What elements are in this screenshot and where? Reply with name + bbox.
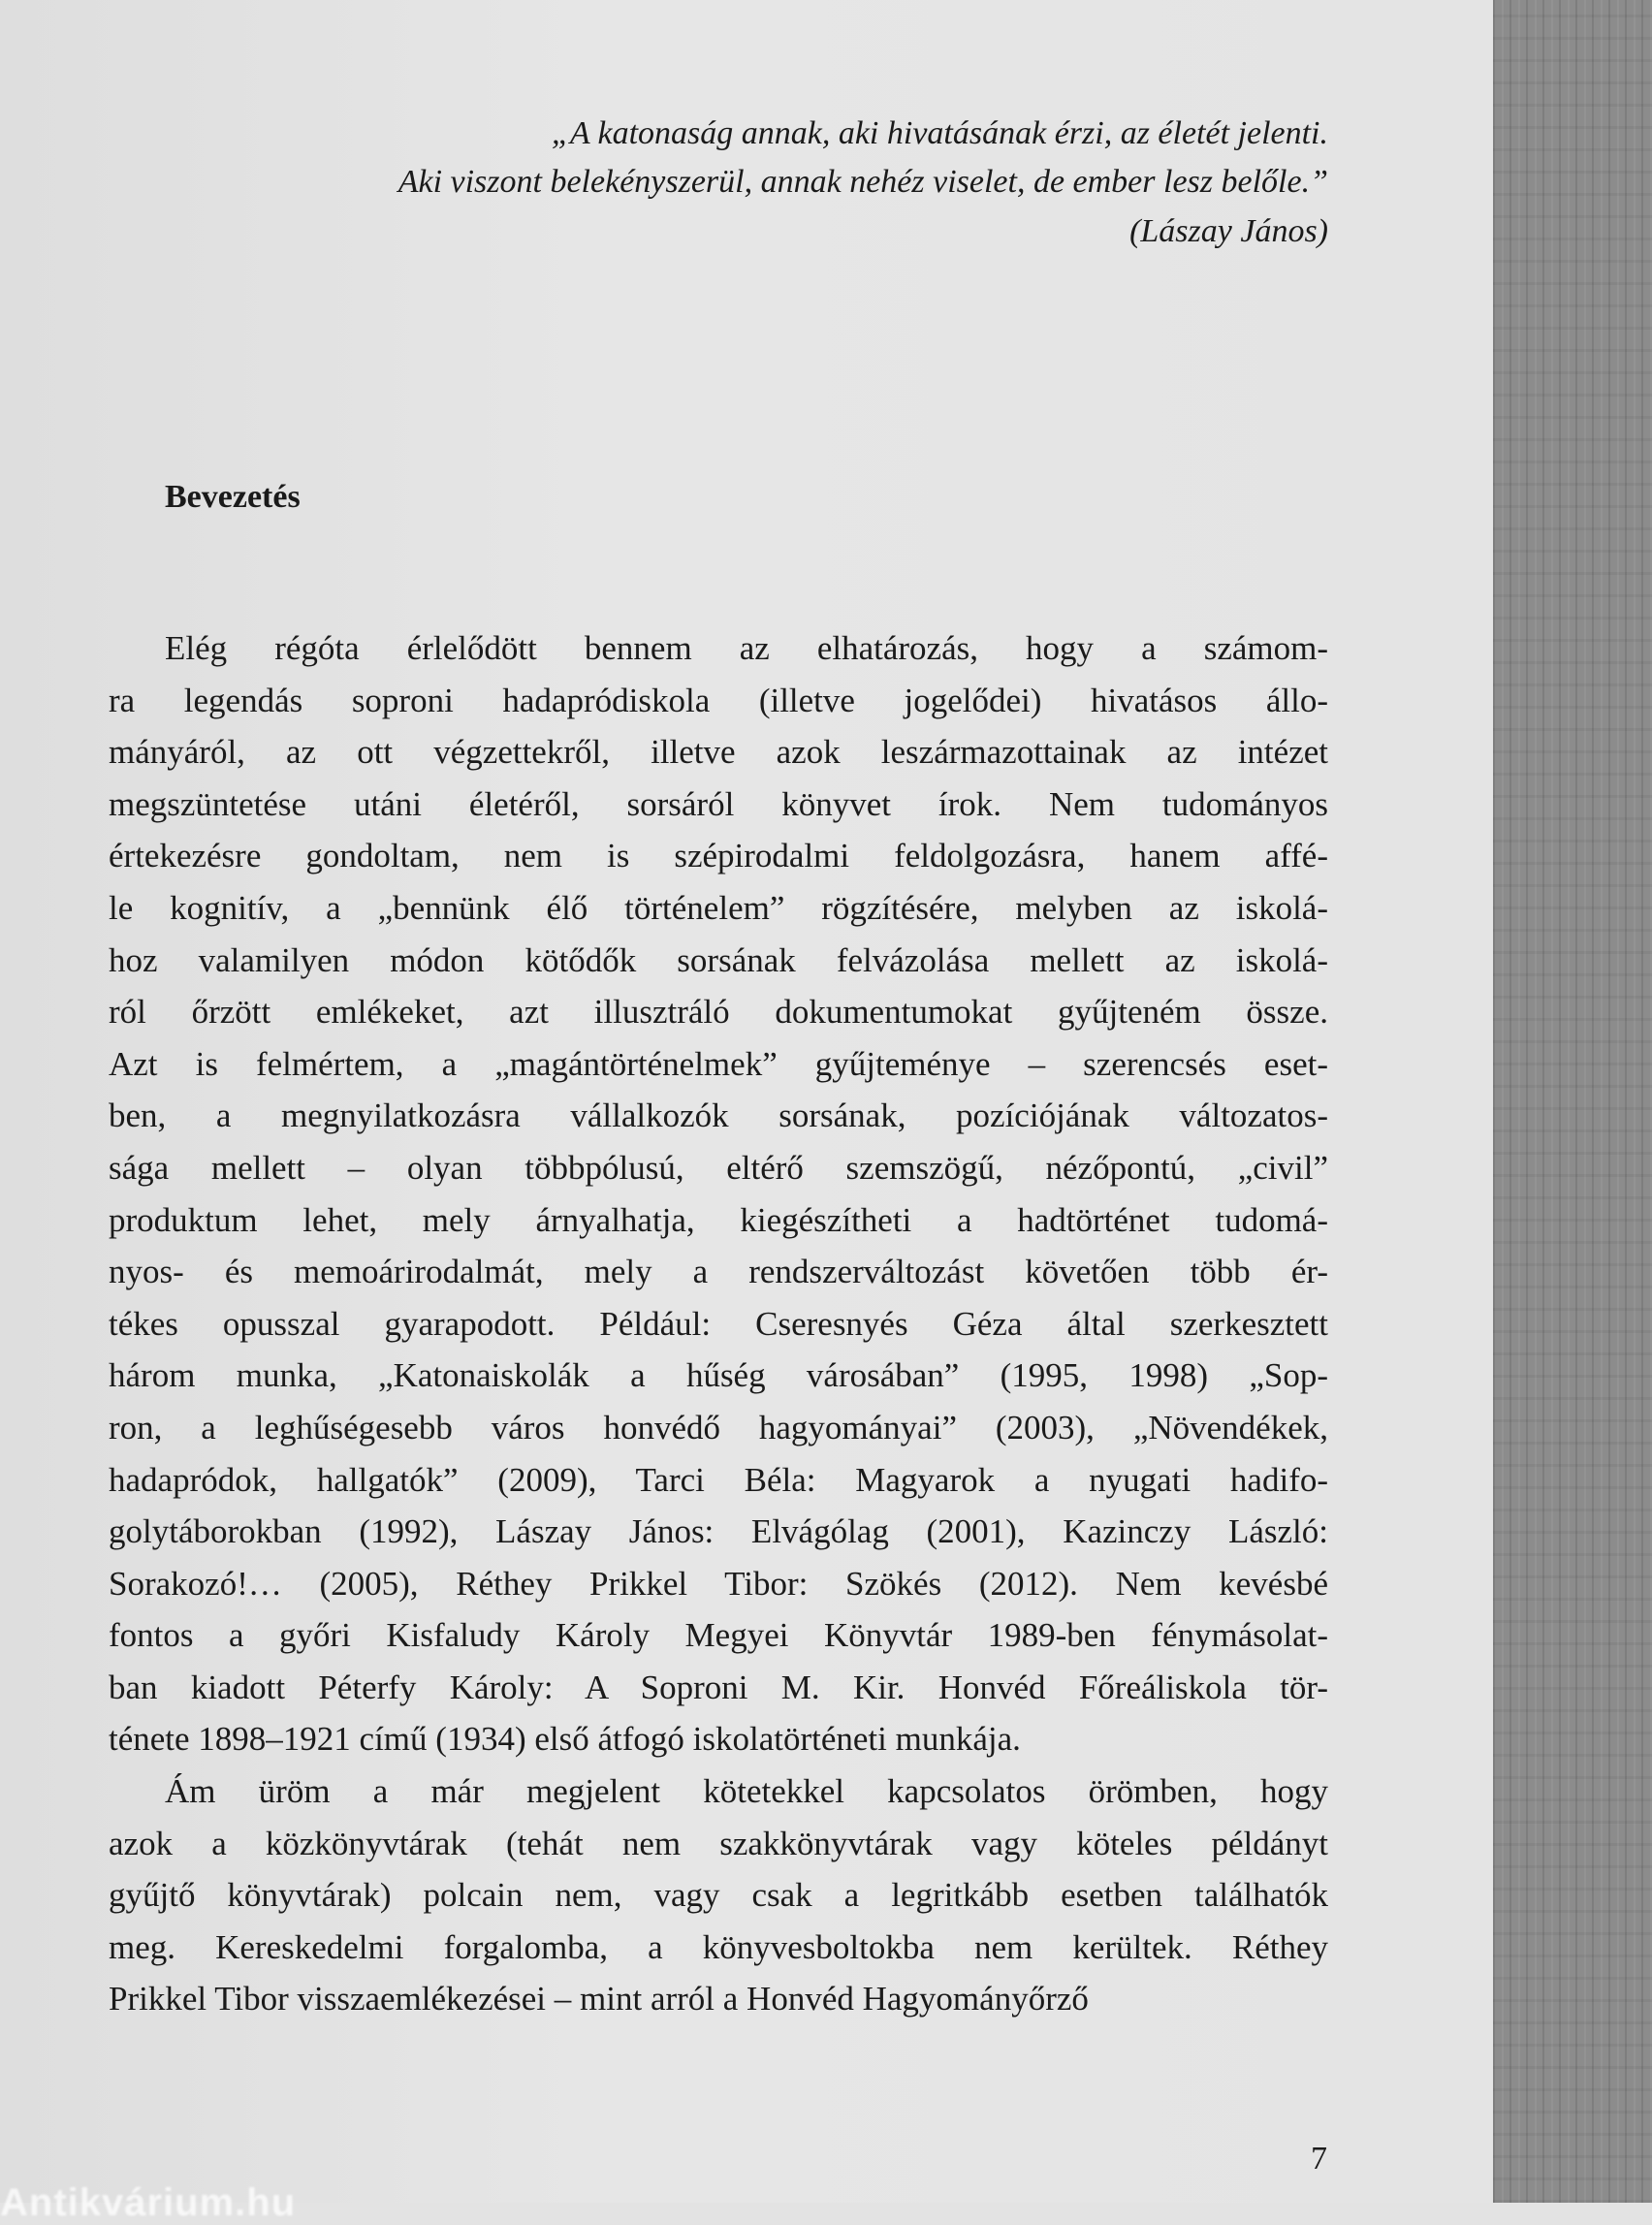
epigraph-attribution: (Lászay János) — [1129, 213, 1328, 249]
epigraph-line-2: Aki viszont belekényszerül, annak nehéz viselet, de ember lesz belőle.” — [397, 164, 1328, 200]
paragraph-line: meg. Kereskedelmi forgalomba, a könyvesboltokba nem kerültek. Réthey — [109, 1927, 1328, 1966]
paragraph-line: ra legendás soproni hadapródiskola (illetve jogelődei) hivatásos állo- — [109, 681, 1328, 719]
paragraph-line: három munka, „Katonaiskolák a hűség városában” (1995, 1998) „Sop- — [109, 1356, 1328, 1395]
paragraph-line: ron, a leghűségesebb város honvédő hagyományai” (2003), „Növendékek, — [109, 1408, 1328, 1446]
paragraph-line: sága mellett – olyan többpólusú, eltérő szemszögű, nézőpontú, „civil” — [109, 1148, 1328, 1187]
section-heading: Bevezetés — [165, 479, 301, 515]
paragraph-line: megszüntetése utáni életéről, sorsáról könyvet írok. Nem tudományos — [109, 784, 1328, 823]
paragraph-line: hadapródok, hallgatók” (2009), Tarci Béla: Magyarok a nyugati hadifo- — [109, 1460, 1328, 1499]
paragraph-line: azok a közkönyvtárak (tehát nem szakkönyvtárak vagy köteles példányt — [109, 1824, 1328, 1862]
paragraph-line: Azt is felmértem, a „magántörténelmek” gyűjteménye – szerencsés eset- — [109, 1044, 1328, 1083]
paragraph-line: Prikkel Tibor visszaemlékezései – mint arról a Honvéd Hagyományőrző — [109, 1980, 1089, 2018]
paragraph-line: le kognitív, a „bennünk élő történelem” rögzítésére, melyben az iskolá- — [109, 888, 1328, 927]
book-edge-background — [1493, 0, 1652, 2203]
paragraph-line: ban kiadott Péterfy Károly: A Soproni M. Kir. Honvéd Főreáliskola tör- — [109, 1668, 1328, 1706]
paragraph-line: ben, a megnyilatkozásra vállalkozók sorsának, pozíciójának változatos- — [109, 1097, 1328, 1135]
paragraph-line: tékes opusszal gyarapodott. Például: Cseresnyés Géza által szerkesztett — [109, 1304, 1328, 1343]
paragraph-line: Elég régóta érlelődött bennem az elhatározás, hogy a számom- — [165, 629, 1328, 667]
paragraph-line: produktum lehet, mely árnyalhatja, kiegészítheti a hadtörténet tudomá- — [109, 1200, 1328, 1239]
paragraph-line: hoz valamilyen módon kötődők sorsának felvázolása mellett az iskolá- — [109, 940, 1328, 979]
page-number: 7 — [1311, 2141, 1327, 2177]
paragraph-line: Sorakozó!… (2005), Réthey Prikkel Tibor: Szökés (2012). Nem kevésbé — [109, 1564, 1328, 1603]
paragraph-line: ról őrzött emlékeket, azt illusztráló dokumentumokat gyűjteném össze. — [109, 993, 1328, 1032]
paragraph-line: golytáborokban (1992), Lászay János: Elvágólag (2001), Kazinczy László: — [109, 1512, 1328, 1551]
paragraph-line: ténete 1898–1921 című (1934) első átfogó iskolatörténeti munkája. — [109, 1720, 1021, 1759]
paragraph-line: fontos a győri Kisfaludy Károly Megyei Könyvtár 1989-ben fénymásolat- — [109, 1616, 1328, 1655]
paragraph-line: gyűjtő könyvtárak) polcain nem, vagy csak a legritkább esetben találhatók — [109, 1876, 1328, 1915]
paragraph-line: Ám üröm a már megjelent kötetekkel kapcsolatos örömben, hogy — [165, 1772, 1328, 1811]
body-text — [109, 622, 1328, 2025]
watermark: Antikvárium.hu — [0, 2181, 297, 2224]
paragraph-line: értekezésre gondoltam, nem is szépirodalmi feldolgozásra, hanem affé- — [109, 837, 1328, 875]
paragraph-line: nyos- és memoárirodalmát, mely a rendszerváltozást követően több ér- — [109, 1253, 1328, 1291]
epigraph-line-1: „A katonaság annak, aki hivatásának érzi, az életét jelenti. — [551, 115, 1328, 151]
paragraph-line: mányáról, az ott végzettekről, illetve azok leszármazottainak az intézet — [109, 733, 1328, 772]
